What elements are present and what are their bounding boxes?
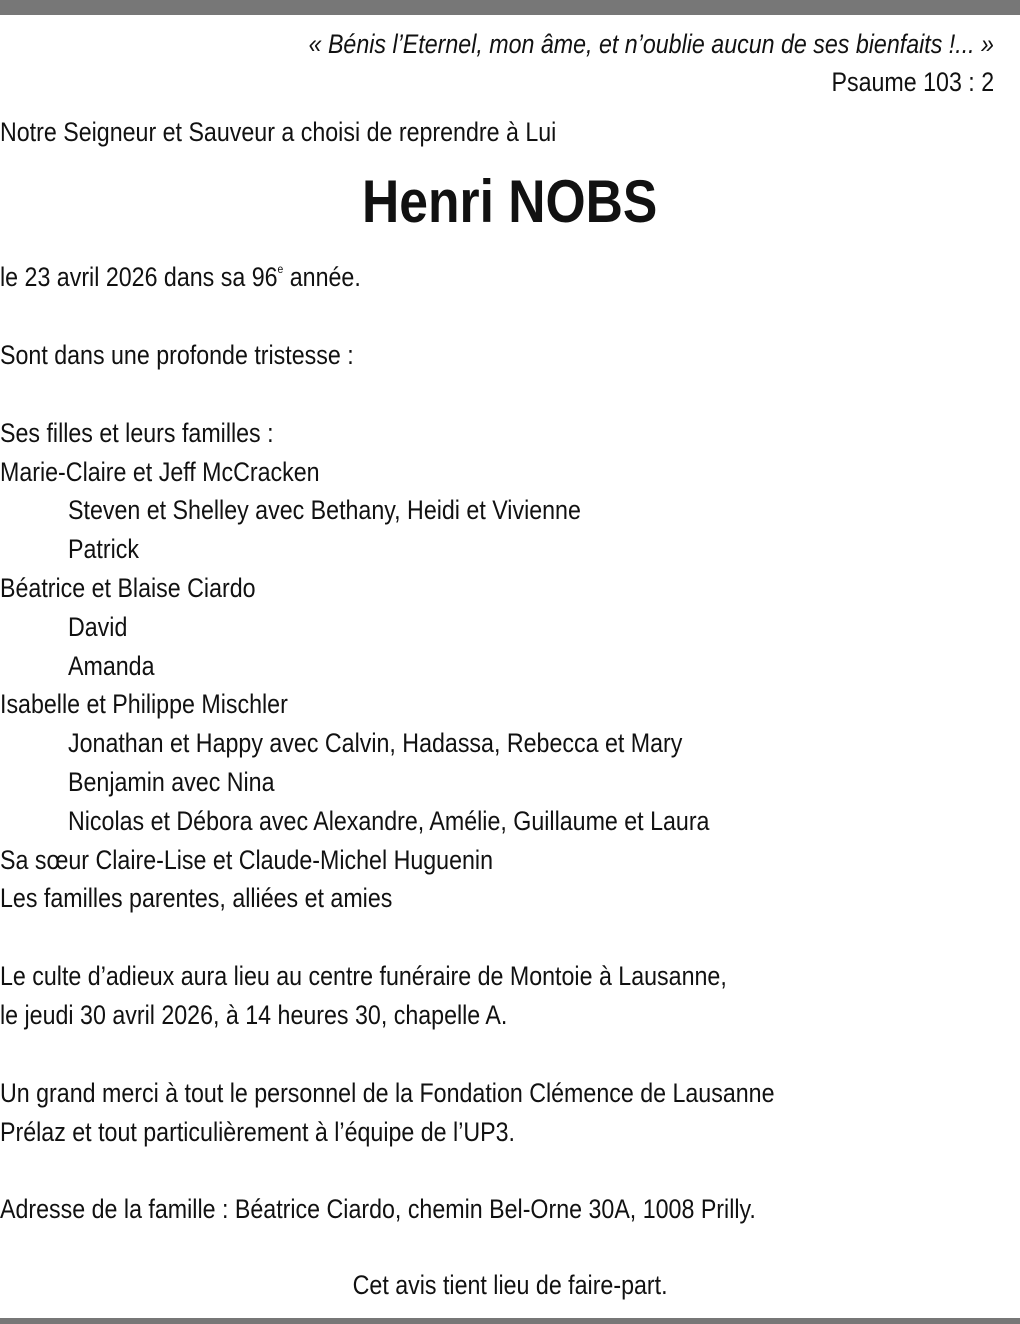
- date-line-text: le 23 avril 2026 dans sa 96: [0, 262, 278, 292]
- intro-text: Notre Seigneur et Sauveur a choisi de reprendre à Lui: [0, 117, 557, 147]
- thanks-line-2: Prélaz et tout particulièrement à l’équipe de l’UP3.: [0, 1117, 515, 1147]
- date-line-suffix: année.: [283, 262, 361, 292]
- mourners-intro: Sont dans une profonde tristesse :: [0, 340, 354, 370]
- family-sister: Sa sœur Claire-Lise et Claude-Michel Huguenin: [0, 845, 493, 875]
- top-border-rule: [0, 0, 1020, 15]
- service-details-line-2: le jeudi 30 avril 2026, à 14 heures 30, chapelle A.: [0, 1000, 508, 1030]
- family-child-line: Nicolas et Débora avec Alexandre, Amélie, Guillaume et Laura: [68, 806, 710, 836]
- family-child-line: Amanda: [68, 651, 155, 681]
- family-couple-3: Isabelle et Philippe Mischler: [0, 689, 288, 719]
- thanks-line-1: Un grand merci à tout le personnel de la Fondation Clémence de Lausanne: [0, 1078, 775, 1108]
- family-couple-1: Marie-Claire et Jeff McCracken: [0, 457, 320, 487]
- service-details-line-1: Le culte d’adieux aura lieu au centre funéraire de Montoie à Lausanne,: [0, 961, 727, 991]
- bible-verse-quote: « Bénis l’Eternel, mon âme, et n’oublie aucun de ses bienfaits !... »: [308, 29, 994, 59]
- deceased-name-heading: [0, 168, 1020, 235]
- family-child-line: Benjamin avec Nina: [68, 767, 275, 797]
- bottom-border-rule: [0, 1318, 1020, 1324]
- closing-note: Cet avis tient lieu de faire-part.: [352, 1270, 668, 1300]
- family-child-line: David: [68, 612, 128, 642]
- closing-note-row: [0, 1272, 1020, 1299]
- bible-verse-reference: Psaume 103 : 2: [831, 67, 994, 97]
- family-heading: Ses filles et leurs familles :: [0, 418, 274, 448]
- family-couple-2: Béatrice et Blaise Ciardo: [0, 573, 256, 603]
- family-child-line: Steven et Shelley avec Bethany, Heidi et Vivienne: [68, 495, 581, 525]
- family-relatives: Les familles parentes, alliées et amies: [0, 883, 393, 913]
- ordinal-superscript: e: [277, 262, 284, 276]
- deceased-name: Henri NOBS: [362, 168, 658, 235]
- family-child-line: Jonathan et Happy avec Calvin, Hadassa, Rebecca et Mary: [68, 728, 683, 758]
- family-address: Adresse de la famille : Béatrice Ciardo, chemin Bel-Orne 30A, 1008 Prilly.: [0, 1194, 756, 1224]
- family-child-line: Patrick: [68, 534, 139, 564]
- date-of-death-line: [0, 264, 361, 291]
